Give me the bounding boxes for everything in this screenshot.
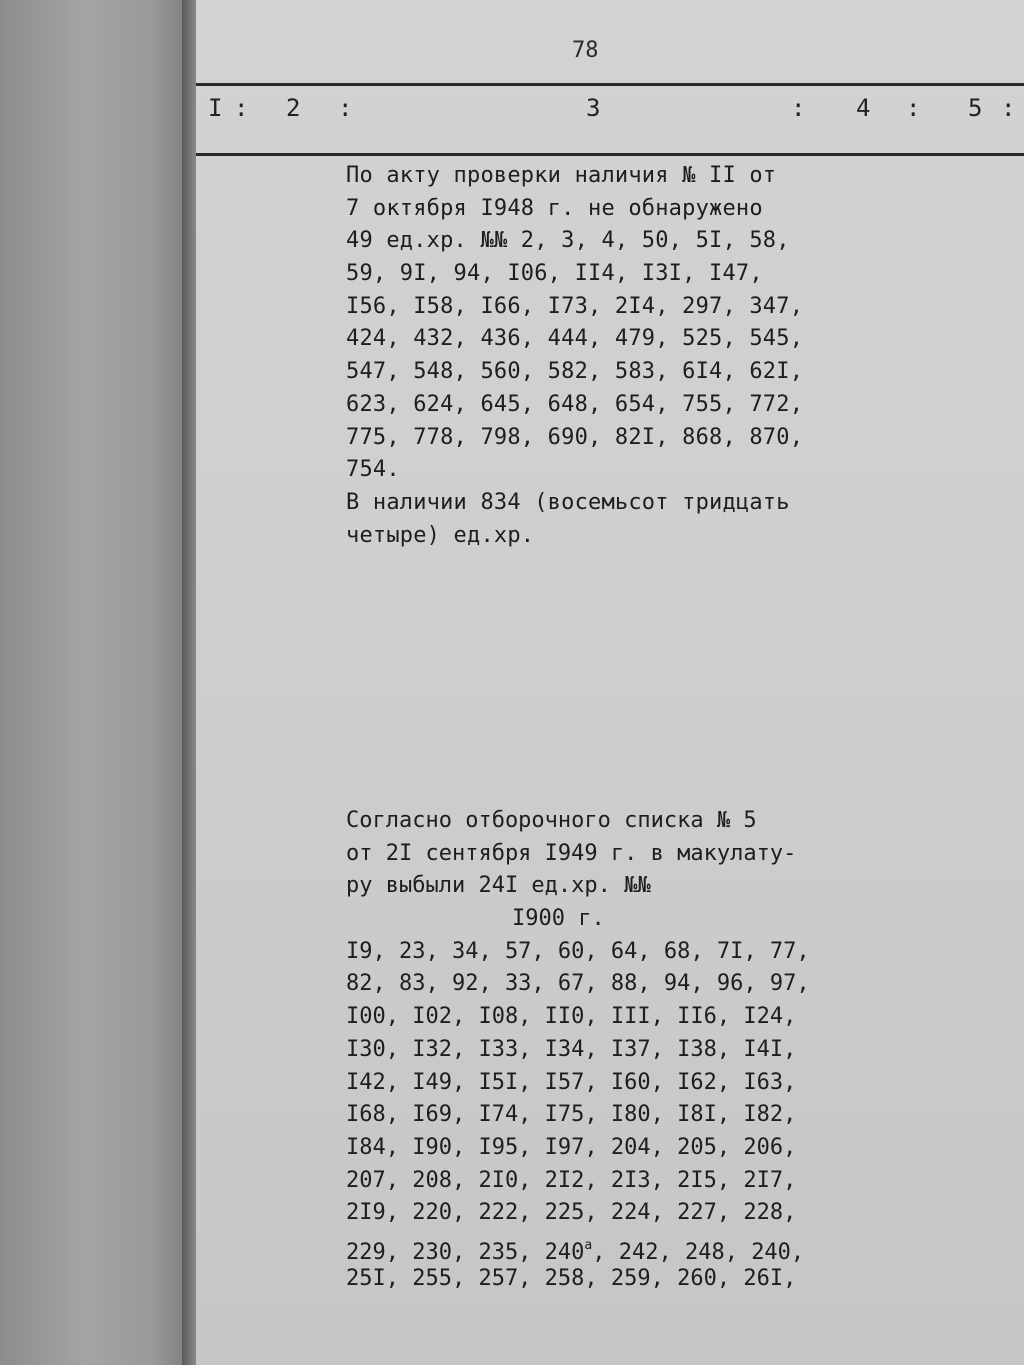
line-text: 229, 230, 235, 240 [346,1239,585,1265]
document-page [196,0,1024,1365]
year-heading: I900 г. [512,906,605,932]
item-number-line: I42, I49, I5I, I57, I60, I62, I63, [346,1069,797,1095]
column-1-label: I [208,94,223,122]
column-4-label: 4 [856,94,871,122]
column-separator: : [234,94,249,122]
text-line: 775, 778, 798, 690, 82I, 868, 870, [346,424,804,450]
column-5-label: 5 [968,94,983,122]
item-number-line: I30, I32, I33, I34, I37, I38, I4I, [346,1036,797,1062]
column-separator: : [1001,94,1016,122]
item-number-line: 207, 208, 2I0, 2I2, 2I3, 2I5, 2I7, [346,1167,797,1193]
text-line: По акту проверки наличия № II от [346,163,777,188]
header-rule-top [196,83,1024,86]
column-2-label: 2 [286,94,301,122]
column-separator: : [791,94,806,122]
item-number-line: 82, 83, 92, 33, 67, 88, 94, 96, 97, [346,971,810,997]
column-separator: : [338,94,353,122]
intro-line: от 2I сентября I949 г. в макулату- [346,840,797,866]
text-line: 59, 9I, 94, I06, II4, I3I, I47, [346,261,763,287]
superscript-letter: а [584,1237,593,1253]
text-line: 424, 432, 436, 444, 479, 525, 545, [346,326,804,352]
item-number-line: I68, I69, I74, I75, I80, I8I, I82, [346,1102,797,1128]
item-number-line: I9, 23, 34, 57, 60, 64, 68, 7I, 77, [346,938,810,964]
text-line: 547, 548, 560, 582, 583, 6I4, 62I, [346,359,804,385]
item-number-line: I84, I90, I95, I97, 204, 205, 206, [346,1134,797,1160]
intro-line: Согласно отборочного списка № 5 [346,808,757,833]
availability-line: В наличии 834 (восемьсот тридцать [346,489,790,515]
item-number-line: I00, I02, I08, II0, III, II6, I24, [346,1004,797,1030]
column-header [196,94,1024,134]
item-number-line-with-superscript [346,1230,826,1263]
page-number: 78 [572,38,599,63]
discarded-items-section [346,805,826,1295]
missing-items-section [346,160,816,552]
previous-page-shadow [0,0,190,1365]
text-line: I56, I58, I66, I73, 2I4, 297, 347, [346,293,804,319]
text-line: 754. [346,457,400,483]
line-text: , 242, 248, 240, [592,1239,805,1265]
text-line: 7 октября I948 г. не обнаружено [346,195,763,221]
column-3-label: 3 [586,94,601,122]
text-line: 49 ед.хр. №№ 2, 3, 4, 50, 5I, 58, [346,228,790,254]
intro-line: ру выбыли 24I ед.хр. №№ [346,873,651,899]
column-separator: : [906,94,921,122]
availability-line: четыре) ед.хр. [346,522,535,548]
item-number-line: 25I, 255, 257, 258, 259, 260, 26I, [346,1265,797,1291]
item-number-line: 2I9, 220, 222, 225, 224, 227, 228, [346,1200,797,1226]
text-line: 623, 624, 645, 648, 654, 755, 772, [346,391,804,417]
header-rule-bottom [196,153,1024,156]
